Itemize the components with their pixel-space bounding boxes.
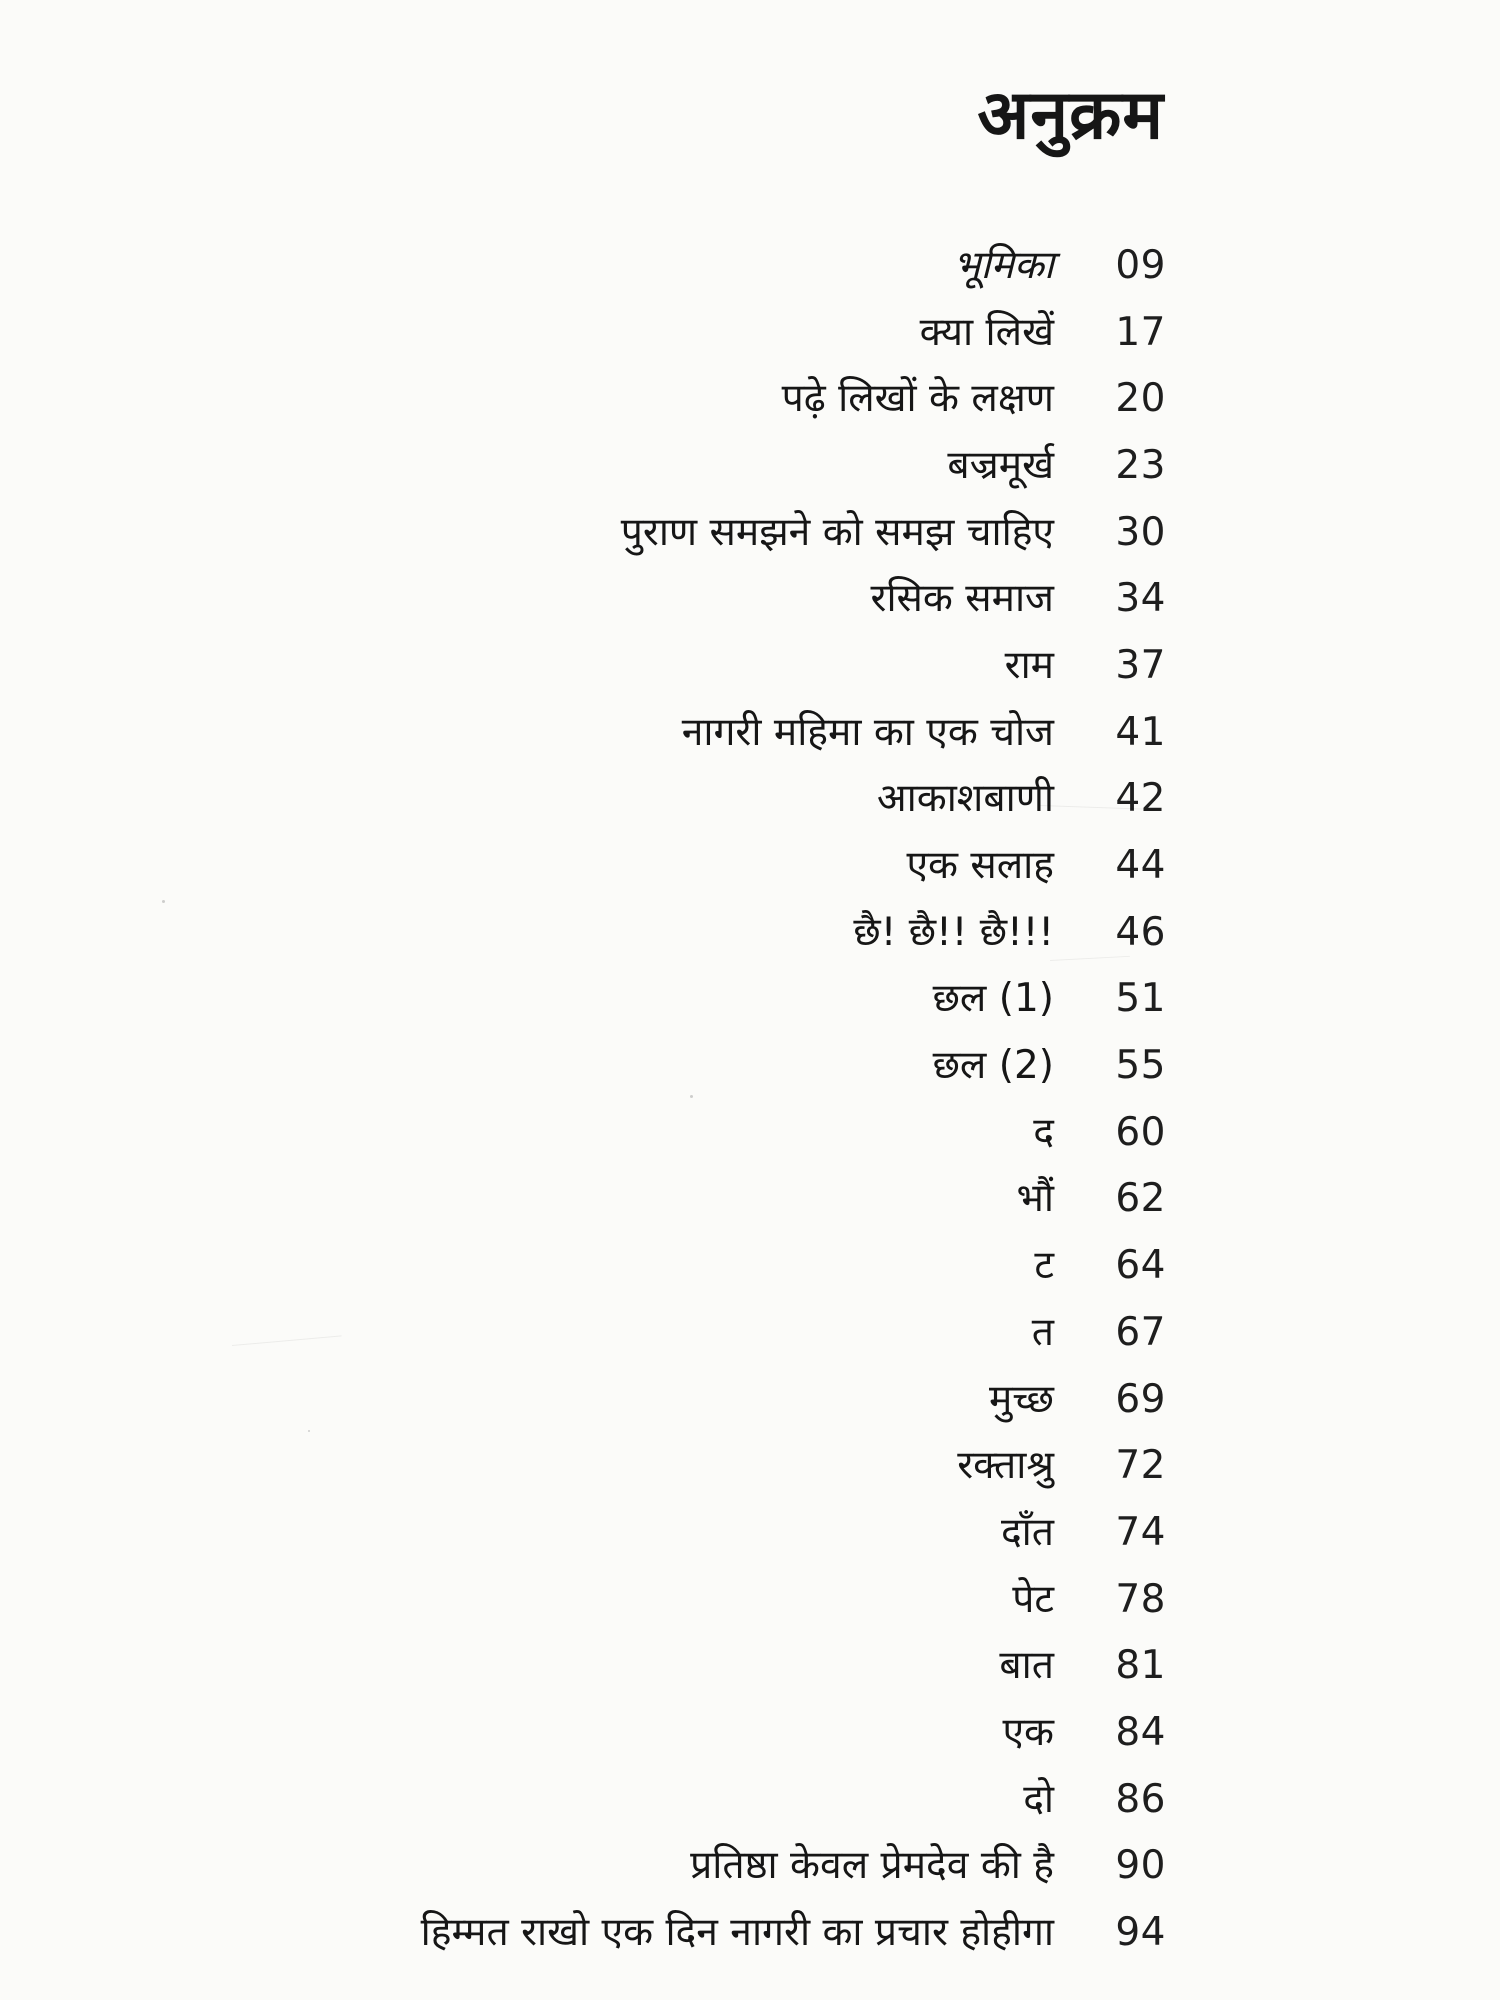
toc-page-number: 55 [1115,1043,1166,1089]
toc-entry-title: ट [1034,1243,1054,1289]
toc-page-number: 17 [1115,309,1166,355]
toc-row [206,1299,1166,1366]
toc-entry-title: मुच्छ [988,1376,1054,1422]
toc-page-number: 86 [1115,1776,1166,1822]
toc-page-number: 41 [1115,709,1166,755]
toc-row [206,1766,1166,1833]
page-title: अनुक्रम [977,76,1164,155]
toc-entry-title: हिम्मत राखो एक दिन नागरी का प्रचार होहीगा [420,1910,1054,1956]
toc-page-number: 09 [1115,242,1166,288]
toc-row [206,432,1166,499]
toc-entry-title: पुराण समझने को समझ चाहिए [620,509,1054,555]
toc-row [206,365,1166,432]
toc-row [206,699,1166,766]
toc-page-number: 46 [1115,909,1166,955]
toc-entry-title: रक्ताश्रु [957,1443,1054,1489]
toc-entry-title: राम [1004,642,1054,688]
toc-entry-title: नागरी महिमा का एक चोज [681,709,1054,755]
toc-row [206,1166,1166,1233]
toc-entry-title: एक [1002,1709,1054,1755]
toc-entry-title: क्या लिखें [919,309,1054,355]
toc-row [206,632,1166,699]
toc-entry-title: छल (2) [932,1043,1054,1089]
toc-entry-title: दो [1023,1776,1054,1822]
toc-page-number: 64 [1115,1243,1166,1289]
toc-row [206,1432,1166,1499]
toc-row [206,766,1166,833]
toc-entry-title: भौं [1016,1176,1054,1222]
toc-entry-title: रसिक समाज [870,576,1054,622]
toc-row [206,1366,1166,1433]
toc-page-number: 42 [1115,776,1166,822]
toc-page-number: 62 [1115,1176,1166,1222]
toc-row [206,1566,1166,1633]
toc-row [206,1232,1166,1299]
toc-page-number: 67 [1115,1309,1166,1355]
toc-page-number: 69 [1115,1376,1166,1422]
toc-entry-title: त [1031,1309,1054,1355]
toc-page-number: 84 [1115,1709,1166,1755]
toc-row [206,832,1166,899]
toc-page-number: 34 [1115,576,1166,622]
toc-entry-title: बात [999,1643,1054,1689]
toc-entry-title: प्रतिष्ठा केवल प्रेमदेव की है [690,1843,1054,1889]
toc-entry-title: दाँत [1000,1509,1054,1555]
toc-row [206,1899,1166,1966]
toc-page-number: 37 [1115,642,1166,688]
toc-page-number: 90 [1115,1843,1166,1889]
toc-row [206,1833,1166,1900]
toc-row [206,966,1166,1033]
toc-entry-title: छै! छै!! छै!!! [853,909,1054,955]
toc-page-number: 78 [1115,1576,1166,1622]
toc-entry-title: पढ़े लिखों के लक्षण [781,376,1054,422]
toc-page-number: 94 [1115,1910,1166,1956]
toc-entry-title: एक सलाह [906,843,1054,889]
toc-entry-title: पेट [1012,1576,1054,1622]
toc-row [206,1499,1166,1566]
toc-row [206,1032,1166,1099]
toc-row [206,899,1166,966]
toc-entry-title: द [1033,1109,1054,1155]
toc-page-number: 74 [1115,1509,1166,1555]
toc-row [206,565,1166,632]
table-of-contents [206,232,1166,1966]
toc-page-number: 72 [1115,1443,1166,1489]
toc-entry-title: छल (1) [932,976,1054,1022]
toc-page-number: 51 [1115,976,1166,1022]
toc-row [206,1632,1166,1699]
toc-page-number: 44 [1115,843,1166,889]
toc-row [206,499,1166,566]
toc-row [206,1099,1166,1166]
toc-entry-title: भूमिका [953,242,1054,288]
toc-page-number: 23 [1115,442,1166,488]
toc-page-number: 81 [1115,1643,1166,1689]
toc-entry-title: आकाशबाणी [876,776,1054,822]
toc-row [206,299,1166,366]
toc-row [206,232,1166,299]
toc-row [206,1699,1166,1766]
toc-page-number: 20 [1115,376,1166,422]
toc-entry-title: बज्रमूर्ख [947,442,1054,488]
paper-speck [690,1095,693,1098]
paper-speck [162,900,165,903]
toc-page-number: 60 [1115,1109,1166,1155]
paper-speck [308,1430,310,1432]
toc-page-number: 30 [1115,509,1166,555]
